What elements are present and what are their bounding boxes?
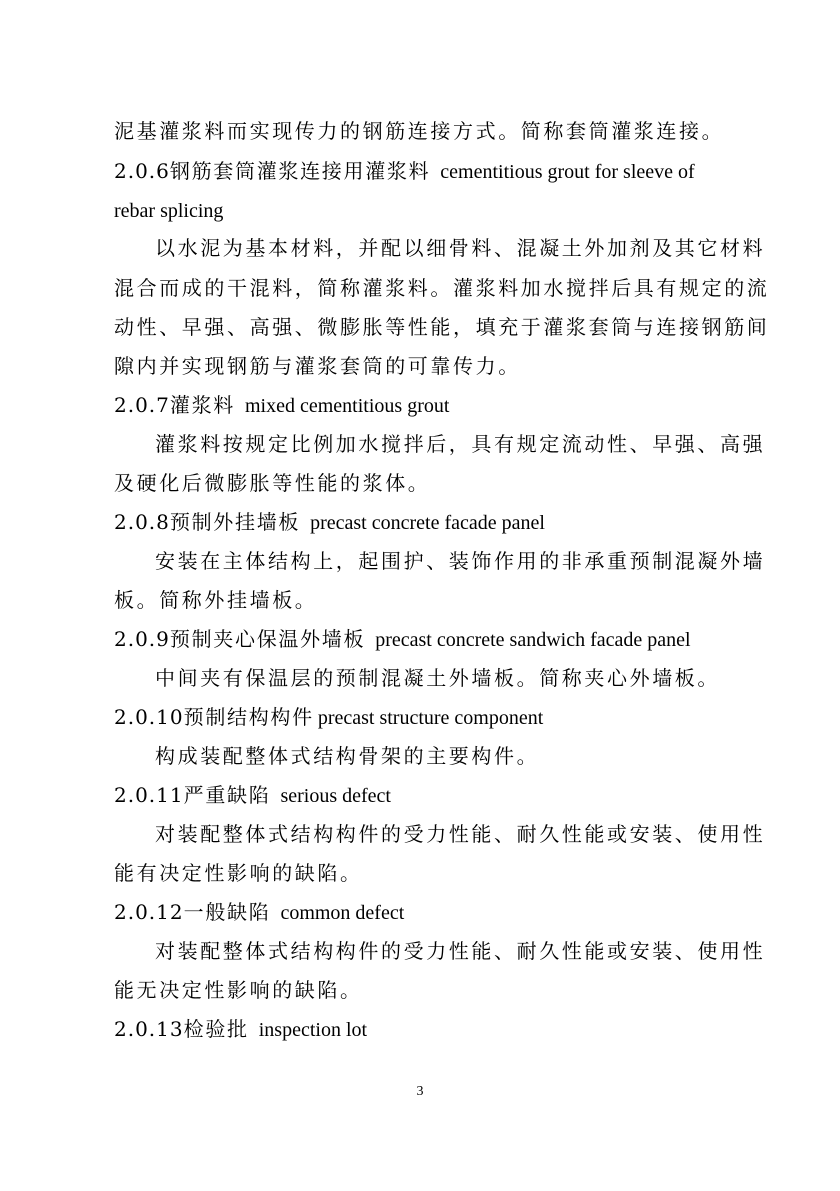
line-text: 能有决定性影响的缺陷。 — [114, 861, 363, 885]
text-line — [114, 581, 730, 620]
clause-number: 2.0.10 — [114, 705, 184, 729]
text-line — [114, 464, 730, 503]
clause-heading-2-0-12 — [114, 893, 730, 932]
clause-term-cn: 灌浆料 — [169, 393, 235, 417]
text-line — [155, 737, 730, 776]
clause-number: 2.0.13 — [114, 1017, 184, 1041]
clause-heading-2-0-10 — [114, 698, 730, 737]
clause-heading-2-0-9 — [114, 620, 730, 659]
line-text: 及硬化后微膨胀等性能的浆体。 — [114, 471, 431, 495]
clause-term-cn: 严重缺陷 — [183, 783, 271, 807]
clause-term-en: mixed cementitious grout — [245, 395, 450, 417]
clause-term-en: precast structure component — [317, 707, 544, 729]
clause-term-en: common defect — [280, 902, 405, 924]
clause-number: 2.0.9 — [114, 627, 170, 651]
text-line — [114, 347, 730, 386]
line-text: rebar splicing — [114, 200, 224, 222]
clause-term-en: cementitious grout for sleeve of — [440, 161, 695, 183]
line-text: 以水泥为基本材料，并配以细骨料、混凝土外加剂及其它材料 — [155, 236, 766, 260]
text-line — [114, 308, 770, 347]
text-line — [114, 112, 730, 151]
clause-heading-2-0-7 — [114, 386, 730, 425]
clause-term-en: serious defect — [280, 785, 391, 807]
text-line — [155, 229, 766, 268]
clause-term-en: precast concrete facade panel — [310, 512, 545, 534]
line-text: 构成装配整体式结构骨架的主要构件。 — [155, 744, 540, 768]
clause-term-cn: 钢筋套筒灌浆连接用灌浆料 — [169, 159, 431, 183]
clause-term-cn: 一般缺陷 — [183, 900, 271, 924]
line-text: 中间夹有保温层的预制混凝土外墙板。简称夹心外墙板。 — [155, 666, 720, 690]
text-line — [155, 542, 766, 581]
line-text: 板。简称外挂墙板。 — [114, 588, 318, 612]
clause-term-en: inspection lot — [258, 1019, 368, 1041]
clause-number: 2.0.11 — [114, 783, 184, 807]
clause-heading-2-0-11 — [114, 776, 730, 815]
text-line — [155, 425, 766, 464]
page-number: 3 — [416, 1084, 424, 1099]
clause-term-cn: 预制夹心保温外墙板 — [169, 627, 366, 651]
clause-heading-2-0-8 — [114, 503, 730, 542]
text-line — [155, 659, 730, 698]
clause-term-cn: 检验批 — [183, 1017, 249, 1041]
clause-number: 2.0.7 — [114, 393, 170, 417]
clause-term-cn: 预制外挂墙板 — [169, 510, 301, 534]
line-text: 混合而成的干混料，简称灌浆料。灌浆料加水搅拌后具有规定的流 — [114, 276, 770, 300]
clause-term-en: precast concrete sandwich facade panel — [375, 629, 691, 651]
clause-term-cn: 预制结构构件 — [183, 705, 314, 729]
clause-number: 2.0.8 — [114, 510, 170, 534]
line-text: 安装在主体结构上，起围护、装饰作用的非承重预制混凝外墙 — [155, 549, 766, 573]
line-text: 能无决定性影响的缺陷。 — [114, 978, 363, 1002]
clause-number: 2.0.6 — [114, 159, 170, 183]
line-text: 对装配整体式结构构件的受力性能、耐久性能或安装、使用性 — [155, 822, 766, 846]
clause-heading-2-0-13 — [114, 1010, 730, 1049]
text-line — [155, 932, 766, 971]
text-line — [114, 854, 730, 893]
text-line — [114, 269, 770, 308]
line-text: 泥基灌浆料而实现传力的钢筋连接方式。简称套筒灌浆连接。 — [114, 119, 725, 143]
text-line — [114, 191, 730, 230]
text-line — [114, 971, 730, 1010]
line-text: 对装配整体式结构构件的受力性能、耐久性能或安装、使用性 — [155, 939, 766, 963]
line-text: 动性、早强、高强、微膨胀等性能，填充于灌浆套筒与连接钢筋间 — [114, 315, 770, 339]
line-text: 灌浆料按规定比例加水搅拌后，具有规定流动性、早强、高强 — [155, 432, 766, 456]
clause-number: 2.0.12 — [114, 900, 184, 924]
text-line — [155, 815, 766, 854]
line-text: 隙内并实现钢筋与灌浆套筒的可靠传力。 — [114, 354, 521, 378]
clause-heading-2-0-6 — [114, 152, 730, 191]
